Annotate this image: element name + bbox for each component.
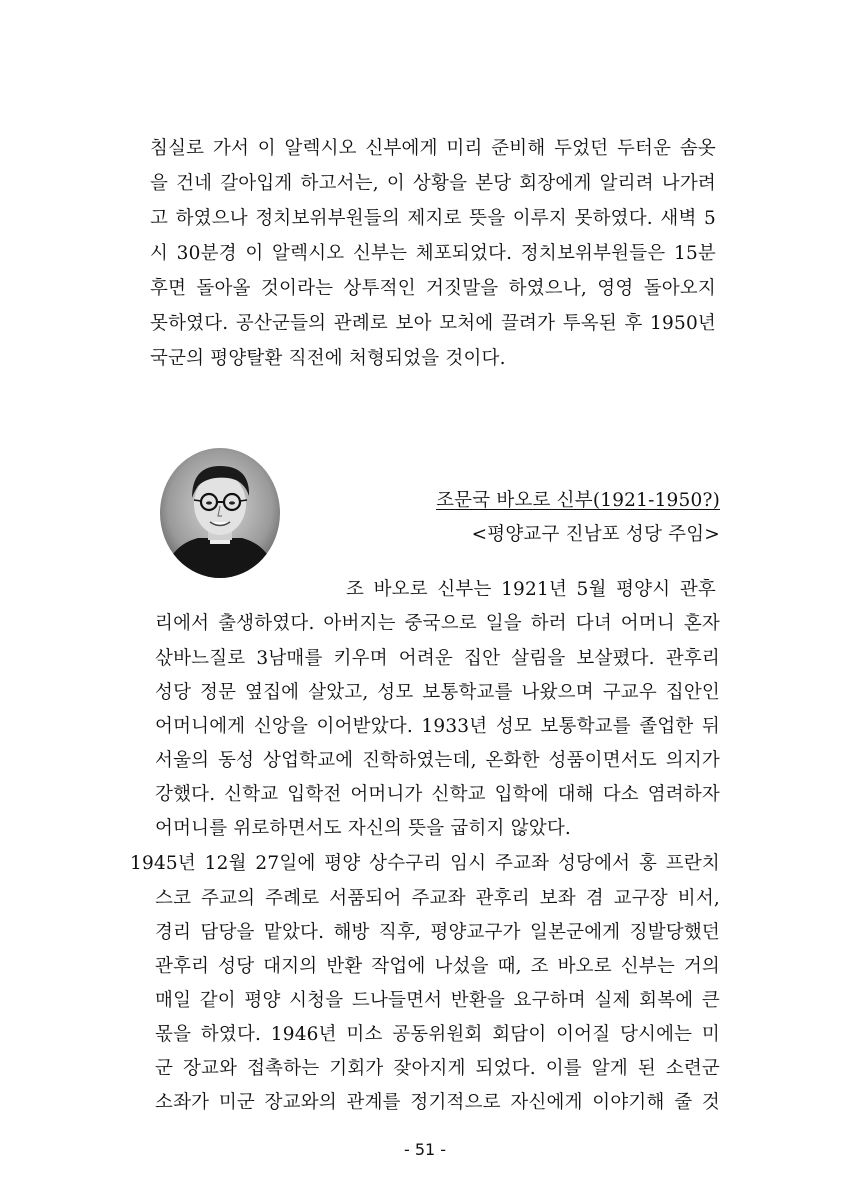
paragraph-bio-line: 리에서 출생하였다. 아버지는 중국으로 일을 하러 다녀 어머니 혼자 [155,613,720,634]
paragraph-ordination-line: 1945년 12월 27일에 평양 상수구리 임시 주교좌 성당에서 홍 프란치 [130,853,720,874]
paragraph-top-line: 을 건네 갈아입게 하고서는, 이 상황을 본당 회장에게 알리려 나가려 [150,173,716,194]
paragraph-ordination-line: 관후리 성당 대지의 반환 작업에 나섰을 때, 조 바오로 신부는 거의 [155,956,720,977]
paragraph-ordination-line: 스코 주교의 주례로 서품되어 주교좌 관후리 보좌 겸 교구장 비서, [155,888,720,909]
paragraph-ordination-line: 매일 같이 평양 시청을 드나들면서 반환을 요구하며 실제 회복에 큰 [155,990,720,1011]
page-number: - 51 - [403,1140,447,1159]
paragraph-top-line: 고 하였으나 정치보위부원들의 제지로 뜻을 이루지 못하였다. 새벽 5 [150,208,716,229]
paragraph-bio-line: 성당 정문 옆집에 살았고, 성모 보통학교를 나왔으며 구교우 집안인 [155,682,720,703]
paragraph-bio-line: 어머니에게 신앙을 이어받았다. 1933년 성모 보통학교를 졸업한 뒤 [155,716,720,737]
paragraph-ordination-line: 소좌가 미군 장교와의 관계를 정기적으로 자신에게 이야기해 줄 것 [155,1092,720,1113]
paragraph-top-line: 침실로 가서 이 알렉시오 신부에게 미리 준비해 두었던 두터운 솜옷 [150,138,716,159]
paragraph-ordination-line: 군 장교와 접촉하는 기회가 잦아지게 되었다. 이를 알게 된 소련군 [155,1058,720,1079]
priest-role-subtitle: <평양교구 진남포 성당 주임> [471,524,720,545]
paragraph-bio-line: 강했다. 신학교 입학전 어머니가 신학교 입학에 대해 다소 염려하자 [155,784,720,805]
paragraph-top-line: 국군의 평양탈환 직전에 처형되었을 것이다. [150,348,506,369]
paragraph-top-line: 못하였다. 공산군들의 관례로 보아 모처에 끌려가 투옥된 후 1950년 [150,313,716,334]
paragraph-ordination-line: 경리 담당을 맡았다. 해방 직후, 평양교구가 일본군에게 징발당했던 [155,922,720,943]
paragraph-bio-line: 삯바느질로 3남매를 키우며 어려운 집안 살림을 보살폈다. 관후리 [155,648,720,669]
paragraph-ordination-line: 몫을 하였다. 1946년 미소 공동위원회 회담이 이어질 당시에는 미 [155,1024,720,1045]
paragraph-top-line: 후면 돌아올 것이라는 상투적인 거짓말을 하였으나, 영영 돌아오지 [150,278,716,299]
paragraph-bio-line: 서울의 동성 상업학교에 진학하였는데, 온화한 성품이면서도 의지가 [155,750,720,771]
paragraph-bio-line: 어머니를 위로하면서도 자신의 뜻을 굽히지 않았다. [155,818,571,839]
priest-name-heading: 조문국 바오로 신부(1921-1950?) [436,490,720,511]
priest-portrait-photo [158,446,282,580]
paragraph-top-line: 시 30분경 이 알렉시오 신부는 체포되었다. 정치보위부원들은 15분 [150,243,716,264]
paragraph-bio-line: 조 바오로 신부는 1921년 5월 평양시 관후 [346,579,716,600]
